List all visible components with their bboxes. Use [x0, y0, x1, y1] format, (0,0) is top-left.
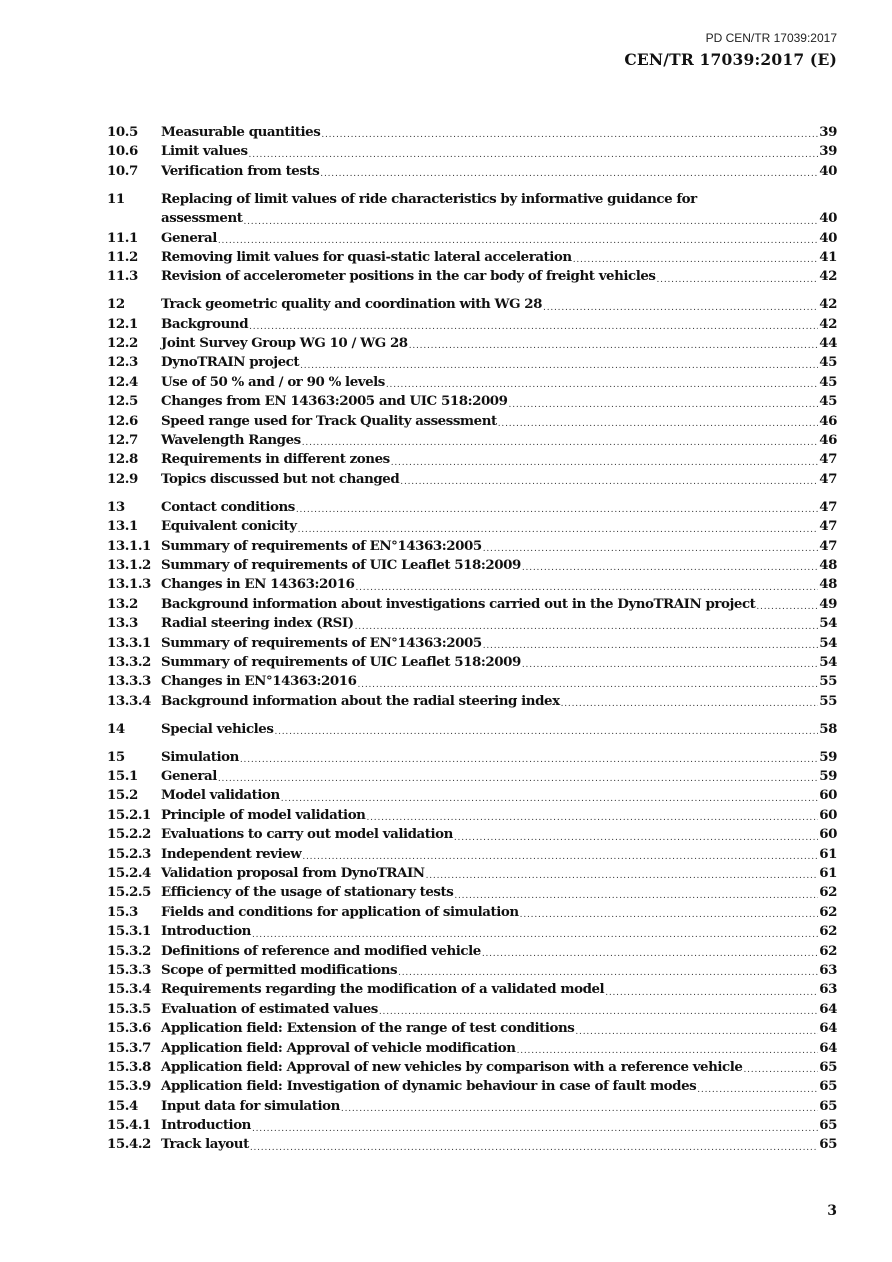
toc-number: 11.3: [107, 268, 138, 285]
toc-title: Joint Survey Group WG 10 / WG 28: [161, 335, 408, 352]
toc-title: Radial steering index (RSI): [161, 615, 354, 632]
toc-number: 15.2: [107, 787, 138, 804]
dot-leader: [300, 359, 818, 373]
dot-leader: [409, 339, 819, 353]
toc-page: 61: [819, 865, 837, 882]
toc-title: General: [161, 768, 217, 785]
dot-leader: [218, 772, 818, 786]
toc-title: Efficiency of the usage of stationary tests: [161, 884, 454, 901]
page-number: 3: [827, 1203, 837, 1219]
dot-leader: [517, 1044, 819, 1058]
dot-leader: [509, 398, 819, 412]
toc-number: 11.2: [107, 248, 138, 265]
toc-page: 60: [819, 787, 837, 804]
toc-title: Background: [161, 315, 249, 332]
toc-entry[interactable]: [107, 961, 837, 980]
toc-number: 15.3: [107, 903, 138, 920]
toc-page: 46: [819, 412, 837, 429]
document-title: CEN/TR 17039:2017 (E): [624, 50, 837, 69]
toc-number: 15.3.6: [107, 1020, 151, 1037]
dot-leader: [355, 581, 818, 595]
toc-entry[interactable]: [107, 1136, 837, 1155]
toc-number: 15: [107, 748, 125, 765]
toc-page: 40: [819, 210, 837, 227]
dot-leader: [250, 1141, 818, 1155]
toc-entry[interactable]: [107, 162, 837, 181]
toc-entry[interactable]: [107, 229, 837, 248]
toc-entry[interactable]: [107, 692, 837, 711]
dot-leader: [483, 542, 819, 556]
toc-entry[interactable]: [107, 767, 837, 786]
toc-number: 12.7: [107, 432, 138, 449]
toc-entry[interactable]: [107, 1097, 837, 1116]
toc-entry[interactable]: [107, 470, 837, 489]
dot-leader: [320, 167, 818, 181]
toc-title: Summary of requirements of EN°14363:2005: [161, 634, 482, 651]
dot-leader: [302, 436, 818, 450]
toc-title: Track layout: [161, 1136, 249, 1153]
toc-number: 15.4: [107, 1097, 138, 1114]
toc-number: 12.8: [107, 451, 138, 468]
dot-leader: [498, 417, 819, 431]
toc-page: 47: [819, 498, 837, 515]
toc-title: Special vehicles: [161, 720, 274, 737]
toc-title: Application field: Approval of new vehicles by comparison with a reference vehicle: [161, 1058, 743, 1075]
toc-page: 45: [819, 354, 837, 371]
toc-number: 14: [107, 720, 125, 737]
toc-title: Equivalent conicity: [161, 518, 297, 535]
toc-page: 39: [819, 123, 837, 140]
toc-number: 12.3: [107, 354, 138, 371]
toc-page: 40: [819, 229, 837, 246]
toc-entry[interactable]: [107, 903, 837, 922]
toc-entry[interactable]: [107, 498, 837, 517]
dot-leader: [400, 475, 818, 489]
toc-page: 55: [819, 692, 837, 709]
toc-entry[interactable]: [107, 634, 837, 653]
toc-title: Introduction: [161, 1117, 251, 1134]
toc-page: 54: [819, 634, 837, 651]
toc-number: 15.2.3: [107, 845, 151, 862]
toc-number: 11: [107, 190, 125, 207]
toc-number: 12.4: [107, 373, 138, 390]
toc-page: 64: [819, 1020, 837, 1037]
toc-title: Verification from tests: [161, 162, 320, 179]
toc-entry[interactable]: [107, 806, 837, 825]
toc-entry[interactable]: [107, 595, 837, 614]
toc-title: Contact conditions: [161, 498, 295, 515]
toc-page: 62: [819, 923, 837, 940]
toc-page: 62: [819, 942, 837, 959]
toc-title: Simulation: [161, 748, 239, 765]
toc-number: 12.2: [107, 335, 138, 352]
toc-title: Limit values: [161, 143, 248, 160]
toc-title: Independent review: [161, 845, 302, 862]
toc-title: Summary of requirements of EN°14363:2005: [161, 537, 482, 554]
toc-page: 59: [819, 768, 837, 785]
toc-page: 55: [819, 673, 837, 690]
toc-title: Validation proposal from DynoTRAIN: [161, 865, 425, 882]
toc-number: 15.3.2: [107, 942, 151, 959]
toc-title: Topics discussed but not changed: [161, 470, 400, 487]
dot-leader: [573, 253, 819, 267]
dot-leader: [379, 1005, 818, 1019]
toc-page: 40: [819, 162, 837, 179]
toc-entry[interactable]: [107, 1116, 837, 1135]
toc-page: 47: [819, 451, 837, 468]
dot-leader: [302, 850, 818, 864]
toc-entry[interactable]: [107, 922, 837, 941]
toc-entry[interactable]: [107, 556, 837, 575]
toc-entry[interactable]: [107, 537, 837, 556]
toc-number: 13.3.4: [107, 692, 151, 709]
dot-leader: [249, 320, 818, 334]
toc-entry[interactable]: [107, 450, 837, 469]
toc-title: Definitions of reference and modified vehicle: [161, 942, 481, 959]
toc-title: Fields and conditions for application of simulation: [161, 903, 519, 920]
toc-page: 61: [819, 845, 837, 862]
toc-page: 62: [819, 903, 837, 920]
toc-number: 13.3: [107, 615, 138, 632]
toc-page: 63: [819, 961, 837, 978]
toc-entry[interactable]: [107, 942, 837, 961]
toc-title: Background information about the radial steering index: [161, 692, 560, 709]
toc-page: 42: [819, 296, 837, 313]
toc-page: 65: [819, 1136, 837, 1153]
toc-entry[interactable]: [107, 1019, 837, 1038]
toc-number: 13.1.1: [107, 537, 151, 554]
toc-entry[interactable]: [107, 123, 837, 142]
toc-entry[interactable]: [107, 334, 837, 353]
toc-entry[interactable]: [107, 190, 837, 229]
toc-title: Evaluations to carry out model validation: [161, 826, 453, 843]
toc-title: Speed range used for Track Quality assessment: [161, 412, 497, 429]
toc-title: Measurable quantities: [161, 123, 321, 140]
dot-leader: [657, 273, 819, 287]
toc-number: 15.3.8: [107, 1058, 151, 1075]
dot-leader: [366, 811, 818, 825]
toc-page: 54: [819, 653, 837, 670]
toc-entry[interactable]: [107, 248, 837, 267]
toc-entry[interactable]: [107, 845, 837, 864]
toc-title: DynoTRAIN project: [161, 354, 300, 371]
toc-entry[interactable]: [107, 575, 837, 594]
toc-title: Revision of accelerometer positions in the car body of freight vehicles: [161, 268, 656, 285]
toc-entry[interactable]: [107, 653, 837, 672]
toc-number: 13.3.3: [107, 673, 151, 690]
dot-leader: [482, 947, 818, 961]
toc-number: 15.3.1: [107, 923, 151, 940]
dot-leader: [391, 456, 819, 470]
toc-page: 60: [819, 806, 837, 823]
dot-leader: [358, 678, 819, 692]
toc-number: 15.2.5: [107, 884, 151, 901]
toc-number: 13.3.2: [107, 653, 151, 670]
toc-title: General: [161, 229, 217, 246]
toc-page: 63: [819, 981, 837, 998]
toc-number: 15.4.1: [107, 1117, 151, 1134]
toc-number: 15.4.2: [107, 1136, 151, 1153]
dot-leader: [398, 966, 818, 980]
toc-page: 60: [819, 826, 837, 843]
dot-leader: [298, 523, 819, 537]
toc-entry[interactable]: [107, 517, 837, 536]
toc-title: Track geometric quality and coordination with WG 28: [161, 296, 543, 313]
dot-leader: [426, 869, 819, 883]
toc-title: Background information about investigations carried out in the DynoTRAIN project: [161, 595, 756, 612]
dot-leader: [561, 697, 819, 711]
toc-entry[interactable]: [107, 672, 837, 691]
toc-number: 15.3.4: [107, 981, 151, 998]
dot-leader: [454, 831, 818, 845]
toc-entry[interactable]: [107, 1039, 837, 1058]
dot-leader: [249, 148, 819, 162]
toc-page: 45: [819, 393, 837, 410]
toc-entry[interactable]: [107, 720, 837, 739]
toc-entry[interactable]: [107, 392, 837, 411]
toc-page: 62: [819, 884, 837, 901]
toc-title: Summary of requirements of UIC Leaflet 518:2009: [161, 556, 521, 573]
toc-page: 54: [819, 615, 837, 632]
toc-entry[interactable]: [107, 295, 837, 314]
dot-leader: [274, 725, 818, 739]
toc-page: 44: [819, 335, 837, 352]
toc-number: 12.6: [107, 412, 138, 429]
toc-number: 13: [107, 498, 125, 515]
toc-title: Changes from EN 14363:2005 and UIC 518:2009: [161, 393, 508, 410]
toc-title: Input data for simulation: [161, 1097, 340, 1114]
toc-number: 13.1: [107, 518, 138, 535]
toc-number: 15.2.4: [107, 865, 151, 882]
toc-number: 13.1.3: [107, 576, 151, 593]
dot-leader: [522, 561, 818, 575]
toc-number: 15.3.5: [107, 1000, 151, 1017]
toc-entry[interactable]: [107, 315, 837, 334]
dot-leader: [575, 1025, 818, 1039]
dot-leader: [605, 986, 818, 1000]
dot-leader: [756, 600, 818, 614]
toc-page: 65: [819, 1097, 837, 1114]
dot-leader: [252, 928, 818, 942]
toc-page: 47: [819, 470, 837, 487]
toc-page: 47: [819, 537, 837, 554]
toc-entry[interactable]: [107, 373, 837, 392]
toc-page: 39: [819, 143, 837, 160]
toc-number: 12.9: [107, 470, 138, 487]
toc-number: 15.2.2: [107, 826, 151, 843]
toc-number: 13.3.1: [107, 634, 151, 651]
toc-entry[interactable]: [107, 864, 837, 883]
toc-title: Scope of permitted modifications: [161, 961, 398, 978]
toc-number: 15.3.7: [107, 1039, 151, 1056]
toc-number: 10.5: [107, 123, 138, 140]
toc-title: Changes in EN°14363:2016: [161, 673, 357, 690]
toc-page: 46: [819, 432, 837, 449]
toc-title: Model validation: [161, 787, 280, 804]
dot-leader: [454, 889, 818, 903]
dot-leader: [386, 378, 818, 392]
toc-number: 10.6: [107, 143, 138, 160]
toc-title-continued: assessment: [161, 210, 243, 227]
toc-title: Requirements in different zones: [161, 451, 390, 468]
toc-title: Requirements regarding the modification of a validated model: [161, 981, 605, 998]
toc-title: Application field: Investigation of dynamic behaviour in case of fault modes: [161, 1078, 697, 1095]
dot-leader: [522, 658, 818, 672]
toc-title: Summary of requirements of UIC Leaflet 518:2009: [161, 653, 521, 670]
toc-number: 15.3.3: [107, 961, 151, 978]
toc-entry[interactable]: [107, 1077, 837, 1096]
toc-page: 42: [819, 268, 837, 285]
toc-page: 45: [819, 373, 837, 390]
table-of-contents: [107, 123, 837, 1155]
dot-leader: [321, 128, 818, 142]
toc-page: 49: [819, 595, 837, 612]
toc-title: Changes in EN 14363:2016: [161, 576, 355, 593]
toc-number: 13.1.2: [107, 556, 151, 573]
toc-page: 48: [819, 576, 837, 593]
dot-leader: [520, 908, 819, 922]
toc-title: Replacing of limit values of ride characteristics by informative guidance for: [161, 190, 697, 207]
dot-leader: [543, 301, 818, 315]
document-code: PD CEN/TR 17039:2017: [705, 31, 837, 45]
dot-leader: [218, 234, 818, 248]
toc-title: Introduction: [161, 923, 251, 940]
toc-entry[interactable]: [107, 267, 837, 286]
toc-title: Evaluation of estimated values: [161, 1000, 378, 1017]
toc-number: 10.7: [107, 162, 138, 179]
toc-title: Application field: Extension of the range of test conditions: [161, 1020, 575, 1037]
toc-entry[interactable]: [107, 431, 837, 450]
toc-entry[interactable]: [107, 883, 837, 902]
dot-leader: [296, 503, 818, 517]
dot-leader: [341, 1102, 818, 1116]
toc-page: 42: [819, 315, 837, 332]
toc-number: 15.3.9: [107, 1078, 151, 1095]
toc-number: 12.5: [107, 393, 138, 410]
toc-entry[interactable]: [107, 786, 837, 805]
toc-entry[interactable]: [107, 1000, 837, 1019]
dot-leader: [240, 753, 818, 767]
toc-entry[interactable]: [107, 142, 837, 161]
toc-number: 12.1: [107, 315, 138, 332]
toc-title: Wavelength Ranges: [161, 432, 301, 449]
toc-page: 47: [819, 518, 837, 535]
toc-number: 15.2.1: [107, 806, 151, 823]
toc-page: 41: [819, 248, 837, 265]
toc-page: 59: [819, 748, 837, 765]
toc-entry[interactable]: [107, 825, 837, 844]
toc-title: Removing limit values for quasi-static lateral acceleration: [161, 248, 572, 265]
toc-entry[interactable]: [107, 1058, 837, 1077]
toc-title: Principle of model validation: [161, 806, 366, 823]
dot-leader: [697, 1083, 818, 1097]
toc-page: 65: [819, 1058, 837, 1075]
dot-leader: [743, 1063, 818, 1077]
dot-leader: [483, 639, 819, 653]
toc-number: 13.2: [107, 595, 138, 612]
toc-page: 65: [819, 1078, 837, 1095]
toc-entry[interactable]: [107, 614, 837, 633]
toc-number: 11.1: [107, 229, 138, 246]
toc-page: 58: [819, 720, 837, 737]
toc-page: 64: [819, 1000, 837, 1017]
toc-number: 15.1: [107, 768, 138, 785]
dot-leader: [355, 620, 819, 634]
dot-leader: [281, 792, 818, 806]
dot-leader: [252, 1122, 818, 1136]
toc-page: 65: [819, 1117, 837, 1134]
toc-entry[interactable]: [107, 412, 837, 431]
dot-leader: [243, 215, 818, 229]
toc-title: Application field: Approval of vehicle modification: [161, 1039, 516, 1056]
toc-entry[interactable]: [107, 980, 837, 999]
toc-page: 48: [819, 556, 837, 573]
toc-entry[interactable]: [107, 353, 837, 372]
toc-entry[interactable]: [107, 748, 837, 767]
toc-number: 12: [107, 296, 125, 313]
toc-page: 64: [819, 1039, 837, 1056]
toc-title: Use of 50 % and / or 90 % levels: [161, 373, 385, 390]
